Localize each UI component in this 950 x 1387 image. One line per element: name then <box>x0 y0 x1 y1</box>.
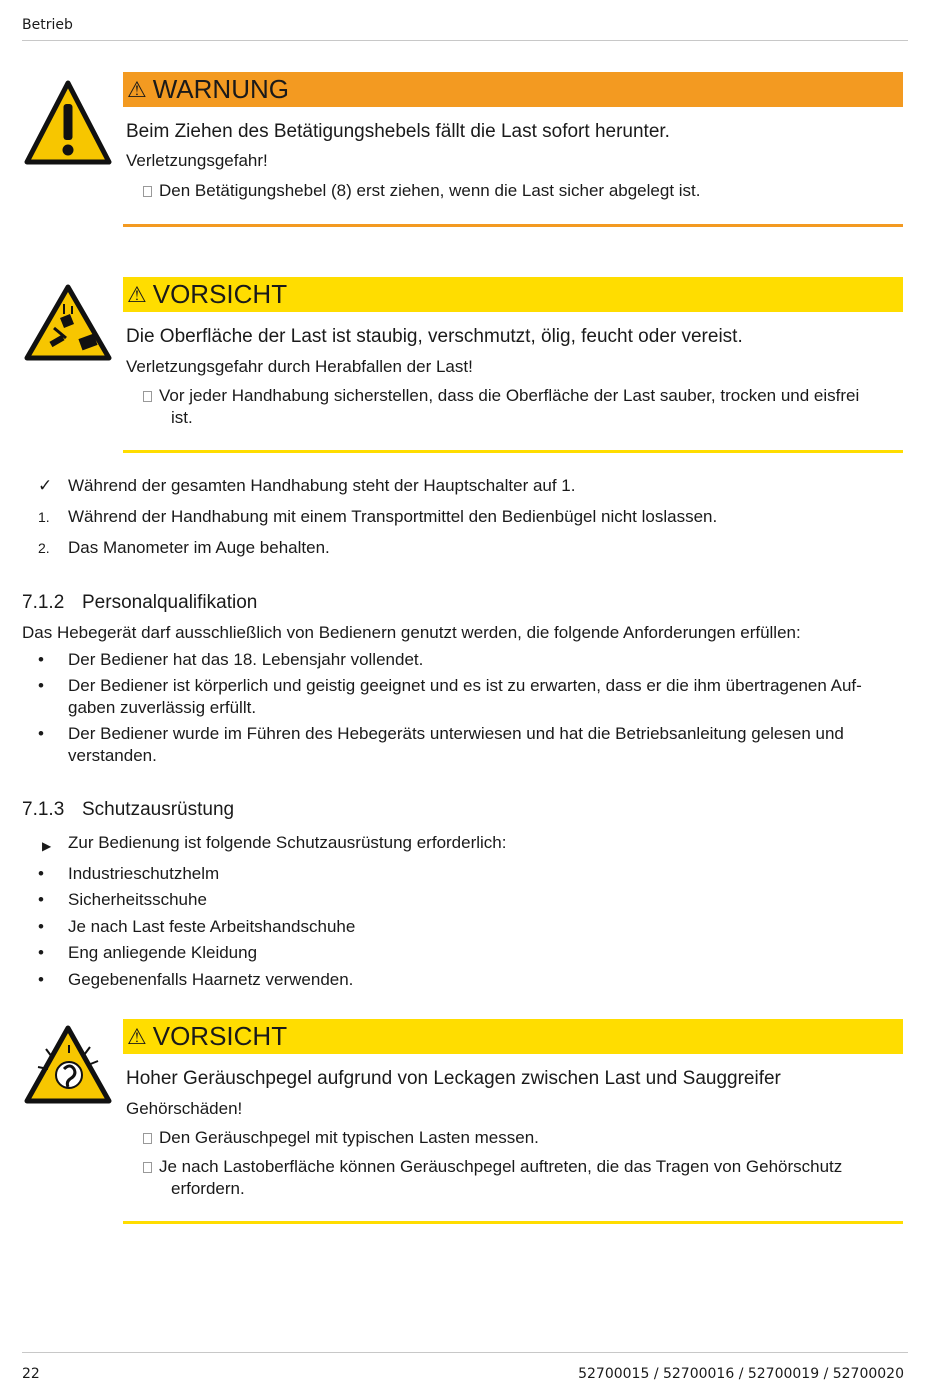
caution-signal-word: VORSICHT <box>152 1021 288 1051</box>
warning-bottom-rule <box>123 224 903 227</box>
falling-load-sign-icon <box>24 284 112 362</box>
header-rule <box>22 40 908 41</box>
list-item: • Der Bediener hat das 18. Lebensjahr vollendet. <box>38 650 424 669</box>
caution-bottom-rule <box>123 450 903 453</box>
caution-banner <box>123 277 903 312</box>
warning-consequence: Verletzungsgefahr! <box>126 151 268 170</box>
bullet-icon: • <box>38 890 44 909</box>
bullet-icon: • <box>38 943 44 962</box>
caution-hazard: Hoher Geräuschpegel aufgrund von Leckagen zwischen Last und Sauggreifer <box>126 1068 781 1089</box>
list-item: • Sicherheitsschuhe <box>38 890 207 909</box>
list-item: • Je nach Last feste Arbeitshandschuhe <box>38 917 356 936</box>
bullet-icon: • <box>38 970 44 989</box>
section-heading-schutzausruestung: 7.1.3 Schutzausrüstung <box>22 799 235 820</box>
bullet-icon: • <box>38 676 44 695</box>
bullet-icon: • <box>38 650 44 669</box>
list-item: • Der Bediener wurde im Führen des Hebegeräts unterwiesen und hat die Betriebsanleitung gelesen und verstanden. <box>38 724 844 765</box>
action-box-icon <box>143 186 152 197</box>
caution-hazard: Die Oberfläche der Last ist staubig, verschmutzt, ölig, feucht oder vereist. <box>126 326 743 347</box>
checkmark-icon: ✓ <box>38 476 53 495</box>
list-item: • Der Bediener ist körperlich und geistig geeignet und es ist zu erwarten, dass er die ihm übertragenen Auf- gaben zuverlässig erfüllt. <box>38 676 862 717</box>
caution-action: Den Geräuschpegel mit typischen Lasten messen. <box>143 1127 903 1149</box>
page-number: 22 <box>22 1366 40 1382</box>
list-item: • Industrieschutzhelm <box>38 864 220 883</box>
warning-triangle-icon: ⚠ <box>127 281 147 307</box>
arrow-right-icon: ▶ <box>42 839 52 853</box>
caution-consequence: Gehörschäden! <box>126 1099 243 1118</box>
caution-action: Je nach Lastoberfläche können Geräuschpegel auftreten, die das Tragen von Gehörschutz erfordern. <box>143 1156 903 1200</box>
action-box-icon <box>143 1133 152 1144</box>
bullet-icon: • <box>38 864 44 883</box>
list-item: • Gegebenenfalls Haarnetz verwenden. <box>38 970 354 989</box>
section-intro: Das Hebegerät darf ausschließlich von Bedienern genutzt werden, die folgende Anforderungen erfüllen: <box>22 623 801 642</box>
warning-triangle-icon: ⚠ <box>127 1023 147 1049</box>
caution-consequence: Verletzungsgefahr durch Herabfallen der Last! <box>126 357 473 376</box>
action-box-icon <box>143 1162 152 1173</box>
bullet-icon: • <box>38 917 44 936</box>
section-heading-personalqualifikation: 7.1.2 Personalqualifikation <box>22 592 258 613</box>
warning-action: Den Betätigungshebel (8) erst ziehen, wenn die Last sicher abgelegt ist. <box>143 180 903 202</box>
caution-bottom-rule <box>123 1221 903 1224</box>
warning-sign-icon <box>24 80 112 166</box>
header-title: Betrieb <box>22 17 73 33</box>
list-item: • Eng anliegende Kleidung <box>38 943 258 962</box>
warning-banner <box>123 72 903 107</box>
warning-hazard: Beim Ziehen des Betätigungshebels fällt die Last sofort herunter. <box>126 121 670 142</box>
document-numbers: 52700015 / 52700016 / 52700019 / 52700020 <box>578 1366 904 1382</box>
instruction-item: ▶ Zur Bedienung ist folgende Schutzausrüstung erforderlich: <box>22 832 902 854</box>
bullet-icon: • <box>38 724 44 743</box>
step-item: 1. Während der Handhabung mit einem Transportmittel den Bedienbügel nicht loslassen. <box>38 507 718 526</box>
caution-action: Vor jeder Handhabung sicherstellen, dass die Oberfläche der Last sauber, trocken und eisfrei ist. <box>143 385 903 429</box>
footer-rule <box>22 1352 908 1353</box>
step-item: 2. Das Manometer im Auge behalten. <box>38 538 330 557</box>
caution-banner <box>123 1019 903 1054</box>
caution-signal-word: VORSICHT <box>152 279 288 309</box>
precondition-item: ✓ Während der gesamten Handhabung steht der Hauptschalter auf 1. <box>38 476 576 495</box>
warning-signal-word: WARNUNG <box>152 74 289 104</box>
noise-hazard-sign-icon <box>24 1025 112 1105</box>
warning-triangle-icon: ⚠ <box>127 76 147 102</box>
action-box-icon <box>143 391 152 402</box>
